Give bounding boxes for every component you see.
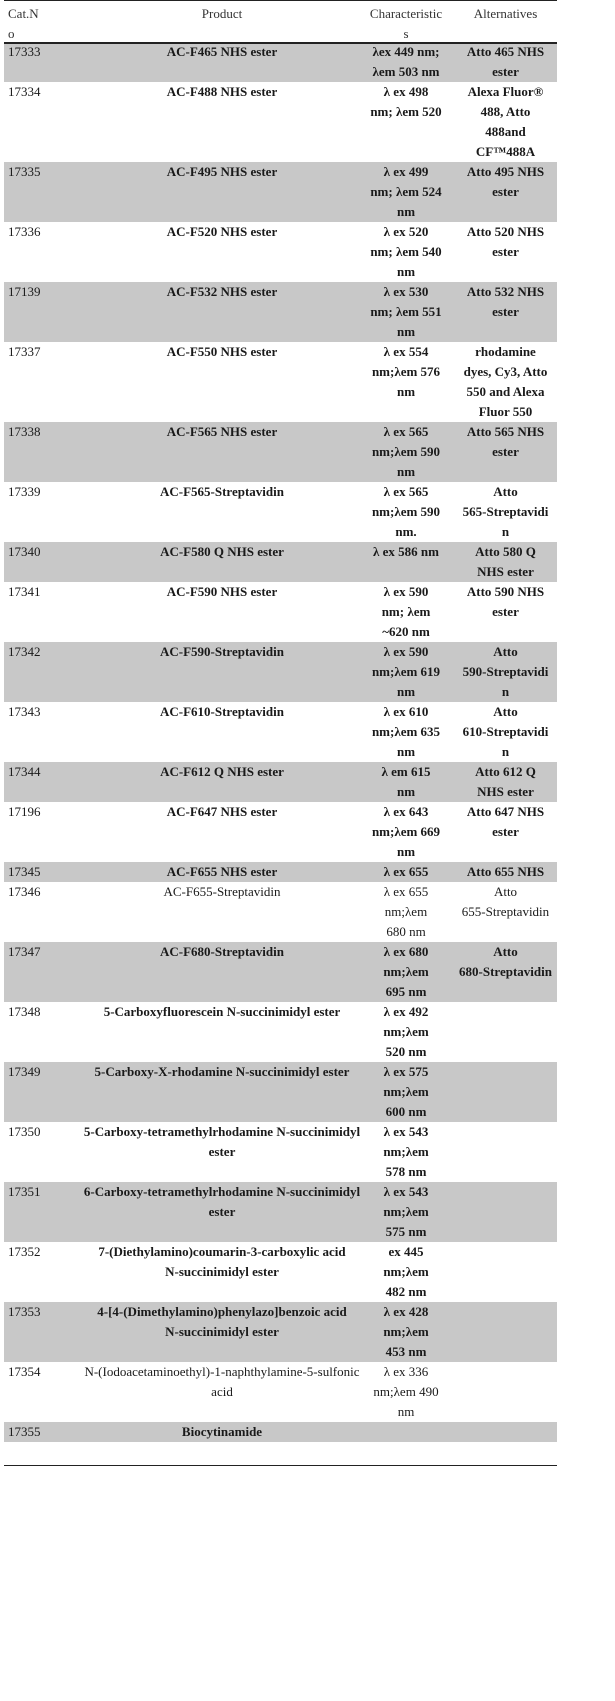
product-cell: AC-F590-Streptavidin xyxy=(160,644,284,659)
cat-no-cell: 17349 xyxy=(8,1064,41,1079)
characteristics-cell: ex 445 nm;λem 482 nm xyxy=(383,1244,429,1299)
alternatives-cell: rhodamine dyes, Cy3, Atto 550 and Alexa Fluor 550 xyxy=(463,344,548,419)
product-cell: 5-Carboxy-tetramethylrhodamine N-succinimidyl ester xyxy=(83,1124,361,1159)
header-characteristics: Characteristic s xyxy=(369,6,443,41)
header-alternatives: Alternatives xyxy=(473,6,538,21)
characteristics-cell: λ ex 498 nm; λem 520 xyxy=(370,84,442,119)
cat-no-cell: 17333 xyxy=(8,44,41,59)
product-cell: 7-(Diethylamino)coumarin-3-carboxylic acid N-succinimidyl ester xyxy=(98,1244,346,1279)
characteristics-cell: λ ex 492 nm;λem 520 nm xyxy=(383,1004,429,1059)
product-cell: AC-F550 NHS ester xyxy=(166,344,278,359)
cat-no-cell: 17348 xyxy=(8,1004,41,1019)
alternatives-cell: Atto 495 NHS ester xyxy=(466,164,545,199)
alternatives-cell: Alexa Fluor® 488, Atto 488and CF™488A xyxy=(467,84,544,159)
cat-no-cell: 17335 xyxy=(8,164,41,179)
table-row xyxy=(4,1062,557,1122)
table-row xyxy=(4,882,557,942)
header-rule xyxy=(4,42,557,44)
characteristics-cell: λ ex 590 nm; λem ~620 nm xyxy=(381,584,431,639)
header-product: Product xyxy=(201,6,243,21)
product-cell: 6-Carboxy-tetramethylrhodamine N-succinimidyl ester xyxy=(83,1184,361,1219)
alternatives-cell: Atto 532 NHS ester xyxy=(466,284,545,319)
characteristics-cell: λ ex 520 nm; λem 540 nm xyxy=(370,224,442,279)
characteristics-cell: λex 449 nm; λem 503 nm xyxy=(372,44,440,79)
cat-no-cell: 17350 xyxy=(8,1124,41,1139)
table-row xyxy=(4,82,557,162)
cat-no-cell: 17337 xyxy=(8,344,41,359)
characteristics-cell: λ ex 680 nm;λem 695 nm xyxy=(383,944,429,999)
cat-no-cell: 17352 xyxy=(8,1244,41,1259)
product-cell: AC-F655-Streptavidin xyxy=(163,884,281,899)
table-row xyxy=(4,1362,557,1422)
cat-no-cell: 17354 xyxy=(8,1364,41,1379)
characteristics-cell: λ ex 554 nm;λem 576 nm xyxy=(371,344,441,399)
table-row xyxy=(4,282,557,342)
alternatives-cell: Atto 610-Streptavidi n xyxy=(462,704,549,759)
header-cat-no: Cat.N o xyxy=(8,6,39,41)
characteristics-cell: λ ex 336 nm;λem 490 nm xyxy=(373,1364,439,1419)
cat-no-cell: 17343 xyxy=(8,704,41,719)
table-row xyxy=(4,1422,557,1442)
cat-no-cell: 17342 xyxy=(8,644,41,659)
characteristics-cell: λ ex 499 nm; λem 524 nm xyxy=(370,164,442,219)
product-cell: AC-F565-Streptavidin xyxy=(160,484,284,499)
product-cell: AC-F565 NHS ester xyxy=(166,424,278,439)
table-body xyxy=(4,42,557,1442)
table-row xyxy=(4,762,557,802)
table-row xyxy=(4,702,557,762)
characteristics-cell: λ ex 575 nm;λem 600 nm xyxy=(383,1064,429,1119)
table-row xyxy=(4,162,557,222)
alternatives-cell: Atto 655 NHS xyxy=(466,864,545,879)
table-row xyxy=(4,862,557,882)
cat-no-cell: 17346 xyxy=(8,884,41,899)
table-row xyxy=(4,642,557,702)
alternatives-cell: Atto 680-Streptavidin xyxy=(459,944,552,979)
cat-no-cell: 17341 xyxy=(8,584,41,599)
characteristics-cell: λ ex 530 nm; λem 551 nm xyxy=(370,284,442,339)
bottom-rule xyxy=(4,1465,557,1466)
product-cell: AC-F655 NHS ester xyxy=(166,864,278,879)
product-cell: AC-F612 Q NHS ester xyxy=(160,764,284,779)
product-table xyxy=(4,0,557,1442)
characteristics-cell: λ ex 586 nm xyxy=(373,544,439,559)
table-row xyxy=(4,802,557,862)
alternatives-cell: Atto 580 Q NHS ester xyxy=(475,544,536,579)
product-cell: AC-F465 NHS ester xyxy=(166,44,278,59)
table-row xyxy=(4,582,557,642)
cat-no-cell: 17355 xyxy=(8,1424,41,1439)
characteristics-cell: λ ex 543 nm;λem 578 nm xyxy=(383,1124,429,1179)
product-cell: AC-F590 NHS ester xyxy=(166,584,278,599)
cat-no-cell: 17344 xyxy=(8,764,41,779)
cat-no-cell: 17351 xyxy=(8,1184,41,1199)
product-cell: 5-Carboxy-X-rhodamine N-succinimidyl ester xyxy=(94,1064,350,1079)
table-row xyxy=(4,1002,557,1062)
product-cell: AC-F532 NHS ester xyxy=(166,284,278,299)
table-header xyxy=(4,0,557,42)
product-cell: AC-F580 Q NHS ester xyxy=(160,544,284,559)
cat-no-cell: 17347 xyxy=(8,944,41,959)
top-rule xyxy=(4,0,557,1)
cat-no-cell: 17338 xyxy=(8,424,41,439)
characteristics-cell: λ ex 610 nm;λem 635 nm xyxy=(371,704,441,759)
cat-no-cell: 17196 xyxy=(8,804,41,819)
alternatives-cell: Atto 565-Streptavidi n xyxy=(462,484,549,539)
table-row xyxy=(4,342,557,422)
characteristics-cell: λ ex 565 nm;λem 590 nm. xyxy=(371,484,441,539)
characteristics-cell: λ ex 643 nm;λem 669 nm xyxy=(371,804,441,859)
alternatives-cell: Atto 590-Streptavidi n xyxy=(462,644,549,699)
alternatives-cell: Atto 565 NHS ester xyxy=(466,424,545,459)
table-row xyxy=(4,1182,557,1242)
table-row xyxy=(4,222,557,282)
alternatives-cell: Atto 647 NHS ester xyxy=(466,804,545,839)
product-cell: N-(Iodoacetaminoethyl)-1-naphthylamine-5-sulfonic acid xyxy=(84,1364,360,1399)
alternatives-cell: Atto 465 NHS ester xyxy=(466,44,545,79)
alternatives-cell: Atto 655-Streptavidin xyxy=(461,884,550,919)
alternatives-cell: Atto 520 NHS ester xyxy=(466,224,545,259)
product-cell: AC-F647 NHS ester xyxy=(166,804,278,819)
cat-no-cell: 17139 xyxy=(8,284,41,299)
cat-no-cell: 17339 xyxy=(8,484,41,499)
product-cell: AC-F488 NHS ester xyxy=(166,84,278,99)
product-cell: AC-F520 NHS ester xyxy=(166,224,278,239)
table-row xyxy=(4,1242,557,1302)
table-row xyxy=(4,542,557,582)
alternatives-cell: Atto 612 Q NHS ester xyxy=(475,764,536,799)
cat-no-cell: 17334 xyxy=(8,84,41,99)
cat-no-cell: 17353 xyxy=(8,1304,41,1319)
characteristics-cell: λ em 615 nm xyxy=(381,764,431,799)
characteristics-cell: λ ex 655 nm;λem 680 nm xyxy=(383,884,429,939)
product-cell: 5-Carboxyfluorescein N-succinimidyl ester xyxy=(103,1004,341,1019)
table-row xyxy=(4,482,557,542)
product-cell: Biocytinamide xyxy=(181,1424,263,1439)
characteristics-cell: λ ex 428 nm;λem 453 nm xyxy=(383,1304,429,1359)
alternatives-cell: Atto 590 NHS ester xyxy=(466,584,545,619)
characteristics-cell: λ ex 565 nm;λem 590 nm xyxy=(371,424,441,479)
table-row xyxy=(4,422,557,482)
cat-no-cell: 17345 xyxy=(8,864,41,879)
product-cell: AC-F495 NHS ester xyxy=(166,164,278,179)
characteristics-cell: λ ex 655 xyxy=(383,864,429,879)
characteristics-cell: λ ex 590 nm;λem 619 nm xyxy=(371,644,441,699)
product-cell: 4-[4-(Dimethylamino)phenylazo]benzoic acid N-succinimidyl ester xyxy=(97,1304,347,1339)
cat-no-cell: 17340 xyxy=(8,544,41,559)
table-row xyxy=(4,1122,557,1182)
product-cell: AC-F680-Streptavidin xyxy=(160,944,284,959)
product-cell: AC-F610-Streptavidin xyxy=(160,704,284,719)
table-row xyxy=(4,942,557,1002)
table-row xyxy=(4,1302,557,1362)
table-row xyxy=(4,42,557,82)
cat-no-cell: 17336 xyxy=(8,224,41,239)
characteristics-cell: λ ex 543 nm;λem 575 nm xyxy=(383,1184,429,1239)
